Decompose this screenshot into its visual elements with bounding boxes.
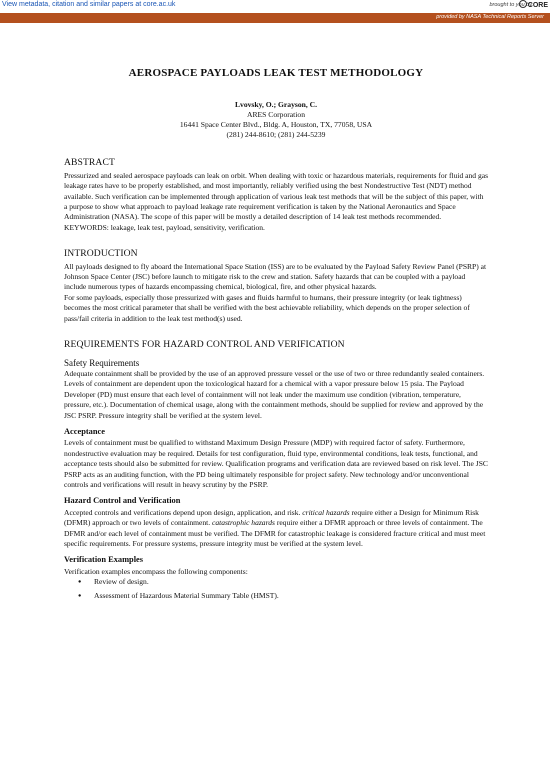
phone: (281) 244-8610; (281) 244-5239: [226, 130, 326, 140]
provider-text[interactable]: provided by NASA Technical Reports Server: [436, 14, 544, 20]
core-logo-text: CORE: [527, 2, 548, 9]
core-icon: [519, 0, 527, 8]
list-item: ● Assessment of Hazardous Material Summary Table (HMST).: [88, 591, 488, 601]
paper-title: AEROSPACE PAYLOADS LEAK TEST METHODOLOGY: [128, 67, 424, 79]
critical-hazards: critical hazards: [302, 507, 350, 517]
hazard-text: [64, 508, 488, 550]
keywords: KEYWORDS: leakage, leak test, payload, sensitivity, verification.: [64, 222, 265, 232]
safety-text: Adequate containment shall be provided by the use of an approved pressure vessel or the use of two or three redundantly sealed containers. Levels of containment are dependent upon the toxicological hazard for a chemical with a vapor pressure below 15 psia. The Payload Developer (PD) must ensure that each level of containment will not leak under the maximum use condition (vibration, temperature, pressure, etc.). Documentation of chemical usage, along with the containment methods, should be supplied for review and approved by the JSC PSRP. Pressure integrity shall be verified at the system level.: [64, 368, 485, 420]
hazard-text-1: Accepted controls and verifications depend upon design, application, and risk.: [64, 507, 303, 517]
examples-list: [64, 577, 488, 601]
hazard-text-3: require either a DFMR approach or three levels of containment. The DFMR and/or each level of containment must be verified. The DFMR for catastrophic leakage is considered fracture critical and must meet specific requirements. For pressure systems, pressure integrity must be verified at the system level.: [64, 518, 486, 548]
brought-by-text: brought to you by: [489, 2, 532, 8]
metadata-link[interactable]: View metadata, citation and similar papers at core.ac.uk: [2, 1, 176, 8]
affiliation: ARES Corporation: [246, 110, 305, 120]
examples-intro: Verification examples encompass the following components:: [64, 566, 248, 576]
introduction-p2: For some payloads, especially those pressurized with gases and fluids harmful to humans, their pressure integrity (or leak tightness) becomes the most critical parameter that shall be verified with the best achievable reliability, which depends on the proper selection of pass/fail criteria in addition to the leak test method(s) used.: [64, 292, 470, 323]
acceptance-heading: Acceptance: [64, 426, 105, 436]
introduction-heading: INTRODUCTION: [64, 248, 138, 260]
core-banner: [0, 0, 550, 12]
requirements-heading: REQUIREMENTS FOR HAZARD CONTROL AND VERIFICATION: [64, 339, 345, 351]
hazard-text-2: require either a Design for Minimum Risk (DFMR) approach or two levels of containment.: [64, 507, 479, 528]
abstract-heading: ABSTRACT: [64, 157, 115, 169]
abstract-text: Pressurized and sealed aerospace payloads can leak on orbit. When dealing with toxic or hazardous materials, requirements for fluid and gas leakage rates have to be properly established, and most importantly, reliably verified using the best Nondestructive Test (NDT) method available. Such verification can be implemented through application of various leak test methods that will be the subject of this paper, with a purpose to show what approach to payload leakage rate requirement verification is taken by the National Aeronautics and Space Administration (NASA). The scope of this paper will be mostly a detailed description of 14 leak test methods recommended.: [64, 170, 489, 222]
paper-page: [64, 60, 488, 604]
address: 16441 Space Center Blvd., Bldg. A, Houston, TX, 77058, USA: [179, 120, 373, 130]
authors: Lvovsky, O.; Grayson, C.: [234, 100, 318, 110]
list-item: ● Review of design.: [88, 577, 488, 587]
core-logo[interactable]: [519, 0, 548, 9]
catastrophic-hazards: catastrophic hazards: [211, 518, 275, 528]
introduction-p1: All payloads designed to fly aboard the International Space Station (ISS) are to be evaluated by the Payload Safety Review Panel (PSRP) at Johnson Space Center (JSC) before launch to mitigate risk to the crew and station. Safety hazards that can be coupled with a payload include numerous types of hazards encompassing chemical, biological, fire, and other physical hazards.: [64, 261, 487, 292]
provider-bar: [0, 13, 550, 23]
hazard-heading: Hazard Control and Verification: [64, 496, 181, 506]
safety-heading: Safety Requirements: [64, 357, 140, 368]
acceptance-text: Levels of containment must be qualified to withstand Maximum Design Pressure (MDP) with required factor of safety. Furthermore, nondestructive evaluation may be required. Details for test configuration, fluid type, environmental conditions, leak tests, functional, and acceptance tests should also be submitted for review. Qualification programs and verification data are reviewed based on risk level. The JSC PSRP acts as an auditing function, with the PD being ultimately responsible for project safety. New technology and/or unconventional controls and verifications will result in heavy scrutiny by the PSRP.: [64, 438, 488, 489]
examples-heading: Verification Examples: [64, 555, 144, 565]
